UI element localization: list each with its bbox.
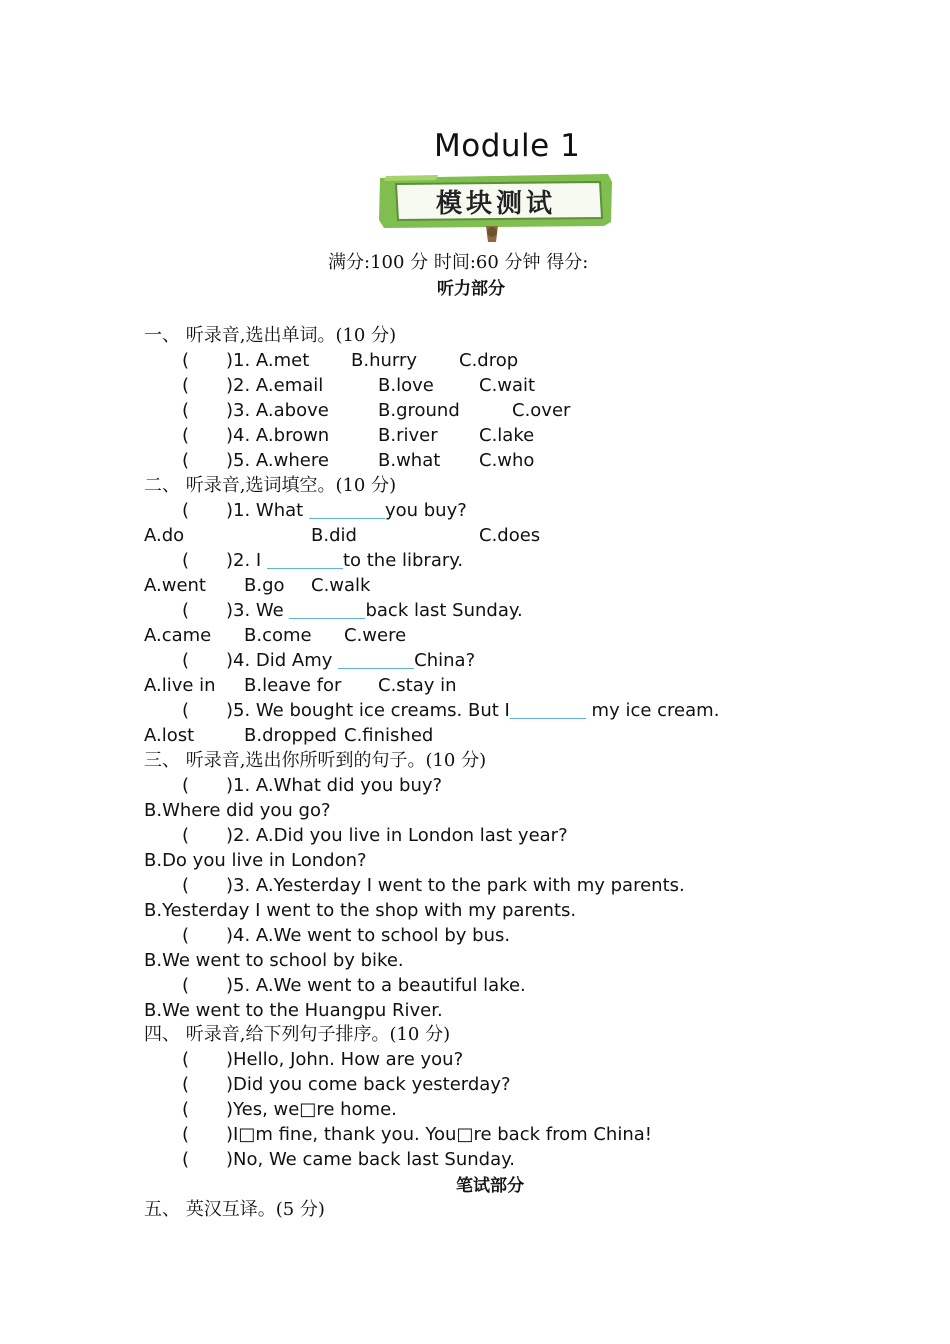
answer-paren: ( [182, 1099, 190, 1120]
answer-blank[interactable] [338, 650, 414, 669]
stem-text: )3. We [226, 600, 290, 621]
banner-graphic [378, 172, 614, 244]
answer-paren: ( [182, 700, 190, 721]
s4-item5 [182, 1147, 230, 1172]
answer-paren: ( [182, 550, 190, 571]
s3-q5-b: B.We went to the Huangpu River. [144, 1000, 443, 1021]
s4-item2 [182, 1072, 230, 1097]
s3-q4 [182, 923, 230, 948]
stem-text: you buy? [384, 500, 467, 521]
page-title: Module 1 [434, 128, 581, 164]
answer-paren: ( [182, 450, 190, 471]
exam-meta: 满分:100 分 时间:60 分钟 得分: [328, 252, 589, 273]
s4-item3 [182, 1097, 230, 1122]
answer-blank[interactable] [289, 600, 365, 619]
stem-text: )1. What [226, 500, 309, 521]
listening-heading: 听力部分 [437, 279, 505, 299]
s1-q2-a: )2. A.email [226, 375, 324, 396]
s2-q2-b: B.go [244, 575, 285, 596]
s1-q4-b: B.river [378, 425, 438, 446]
answer-paren: ( [182, 925, 190, 946]
s4-item1 [182, 1047, 230, 1072]
s2-q1-c: C.does [479, 525, 541, 546]
s1-q3 [182, 398, 230, 423]
answer-paren: ( [182, 1074, 190, 1095]
s1-q2-c: C.wait [479, 375, 536, 396]
s3-q1-b: B.Where did you go? [144, 800, 331, 821]
s2-q5 [182, 698, 230, 723]
s3-q3-a: )3. A.Yesterday I went to the park with my parents. [226, 875, 685, 896]
s3-q3-b: B.Yesterday I went to the shop with my parents. [144, 900, 577, 921]
s3-q4-a: )4. A.We went to school by bus. [226, 925, 511, 946]
answer-paren: ( [182, 1124, 190, 1145]
stem-text: back last Sunday. [365, 600, 523, 621]
s2-q4-stem [226, 648, 475, 673]
answer-blank[interactable] [309, 500, 385, 519]
s1-q2-b: B.love [378, 375, 434, 396]
s4-sentence1: )Hello, John. How are you? [226, 1049, 464, 1070]
s3-q1 [182, 773, 230, 798]
answer-paren: ( [182, 775, 190, 796]
s2-q4-a: A.live in [144, 675, 216, 696]
answer-paren: ( [182, 500, 190, 521]
answer-paren: ( [182, 975, 190, 996]
s2-q4-b: B.leave for [244, 675, 342, 696]
s3-q2-b: B.Do you live in London? [144, 850, 367, 871]
section3-heading: 三、 听录音,选出你所听到的句子。(10 分) [144, 750, 487, 771]
stem-text: my ice cream. [585, 700, 720, 721]
answer-blank[interactable] [267, 550, 343, 569]
s1-q5-a: )5. A.where [226, 450, 329, 471]
s2-q3-a: A.came [144, 625, 212, 646]
s2-q5-a: A.lost [144, 725, 195, 746]
answer-paren: ( [182, 600, 190, 621]
s3-q5-a: )5. A.We went to a beautiful lake. [226, 975, 526, 996]
s2-q3 [182, 598, 230, 623]
s3-q2 [182, 823, 230, 848]
s1-q3-b: B.ground [378, 400, 460, 421]
s1-q4 [182, 423, 230, 448]
s1-q4-a: )4. A.brown [226, 425, 330, 446]
s1-q1-c: C.drop [459, 350, 519, 371]
stem-text: to the library. [342, 550, 464, 571]
answer-paren: ( [182, 400, 190, 421]
section5-heading: 五、 英汉互译。(5 分) [144, 1199, 325, 1220]
answer-paren: ( [182, 1049, 190, 1070]
s2-q4-c: C.stay in [378, 675, 457, 696]
s2-q5-stem [226, 698, 719, 723]
s4-sentence2: )Did you come back yesterday? [226, 1074, 511, 1095]
s3-q1-a: )1. A.What did you buy? [226, 775, 443, 796]
writing-heading: 笔试部分 [456, 1176, 524, 1196]
s2-q2 [182, 548, 230, 573]
s2-q2-stem [226, 548, 463, 573]
s1-q3-c: C.over [512, 400, 571, 421]
s1-q1-b: B.hurry [351, 350, 418, 371]
s4-item4 [182, 1122, 230, 1147]
stem-text: China? [414, 650, 476, 671]
s2-q1-a: A.do [144, 525, 185, 546]
answer-blank[interactable] [510, 700, 586, 719]
s4-sentence5: )No, We came back last Sunday. [226, 1149, 515, 1170]
s2-q4 [182, 648, 230, 673]
section2-heading: 二、 听录音,选词填空。(10 分) [144, 475, 397, 496]
s2-q3-stem [226, 598, 523, 623]
s2-q5-b: B.dropped [244, 725, 337, 746]
s2-q1-stem [226, 498, 467, 523]
s2-q2-a: A.went [144, 575, 206, 596]
banner-text: 模块测试 [435, 189, 557, 219]
s1-q2 [182, 373, 230, 398]
s1-q5 [182, 448, 230, 473]
s2-q1 [182, 498, 230, 523]
answer-paren: ( [182, 875, 190, 896]
s1-q3-a: )3. A.above [226, 400, 329, 421]
answer-paren: ( [182, 825, 190, 846]
stem-text: )5. We bought ice creams. But I [226, 700, 510, 721]
s3-q3 [182, 873, 230, 898]
module-test-banner [378, 172, 614, 244]
s1-q1-a: )1. A.met [226, 350, 310, 371]
s3-q2-a: )2. A.Did you live in London last year? [226, 825, 568, 846]
answer-paren: ( [182, 650, 190, 671]
s1-q1 [182, 348, 230, 373]
s2-q2-c: C.walk [311, 575, 371, 596]
answer-paren: ( [182, 350, 190, 371]
section1-heading: 一、 听录音,选出单词。(10 分) [144, 325, 397, 346]
answer-paren: ( [182, 375, 190, 396]
s1-q5-c: C.who [479, 450, 535, 471]
stem-text: )2. I [226, 550, 267, 571]
answer-paren: ( [182, 425, 190, 446]
s3-q4-b: B.We went to school by bike. [144, 950, 404, 971]
section4-heading: 四、 听录音,给下列句子排序。(10 分) [144, 1024, 451, 1045]
s2-q5-c: C.finished [344, 725, 434, 746]
s4-sentence3: )Yes, we□re home. [226, 1099, 397, 1120]
s2-q1-b: B.did [311, 525, 357, 546]
s2-q3-b: B.come [244, 625, 312, 646]
stem-text: )4. Did Amy [226, 650, 339, 671]
s4-sentence4: )I□m fine, thank you. You□re back from China! [226, 1124, 652, 1145]
s2-q3-c: C.were [344, 625, 407, 646]
answer-paren: ( [182, 1149, 190, 1170]
s3-q5 [182, 973, 230, 998]
s1-q4-c: C.lake [479, 425, 535, 446]
s1-q5-b: B.what [378, 450, 441, 471]
